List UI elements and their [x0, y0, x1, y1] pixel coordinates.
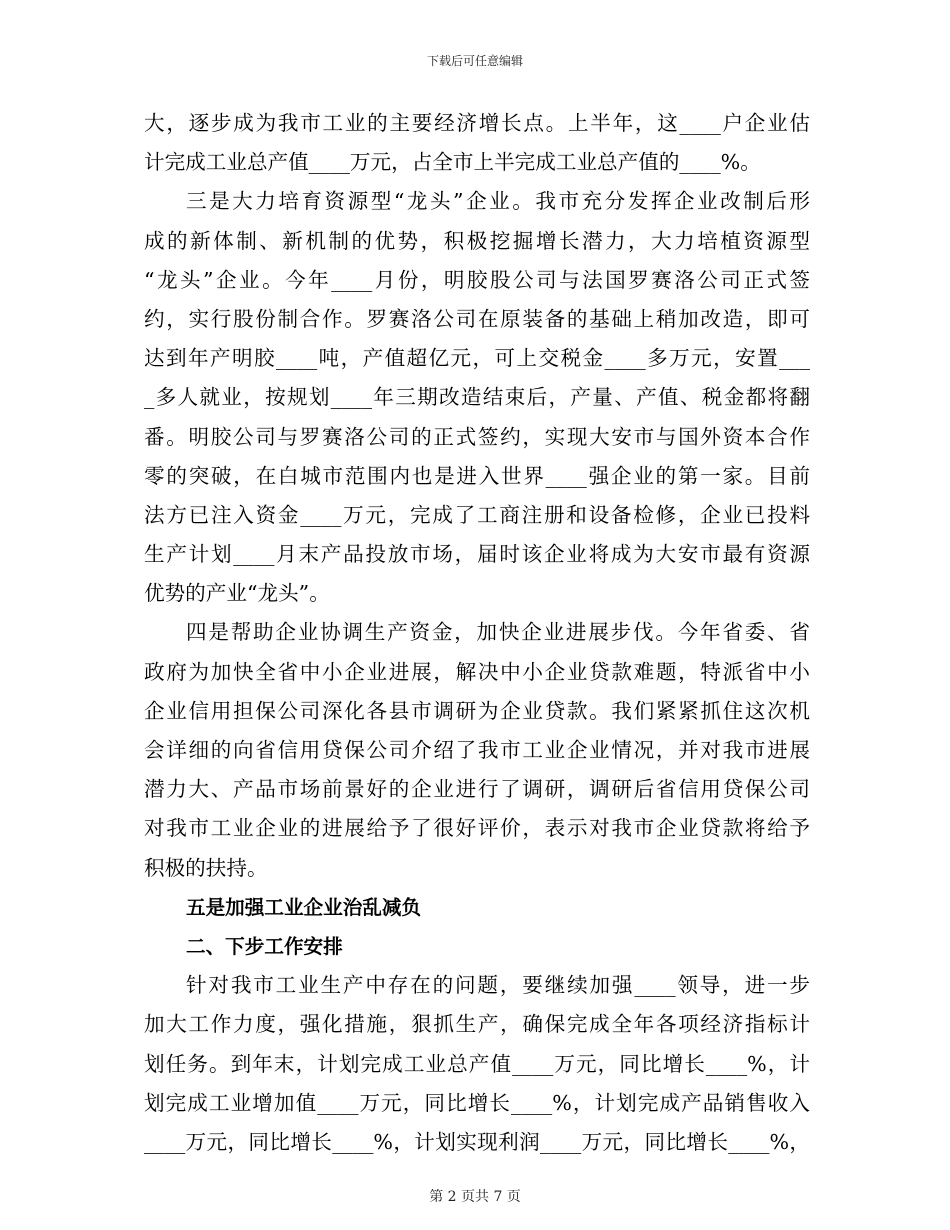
text-line: 积极的扶持。	[144, 855, 268, 880]
document-body	[144, 104, 810, 1162]
text-line: 约，实行股份制合作。罗赛洛公司在原装备的基础上稍加改造，即可	[144, 306, 810, 331]
text-line: 生产计划____月末产品投放市场，届时该企业将成为大安市最有资源	[144, 542, 810, 567]
text-line: 潜力大、产品市场前景好的企业进行了调研，调研后省信用贷保公司	[144, 777, 810, 802]
text-line: _多人就业，按规划____年三期改造结束后，产量、产值、税金都将翻	[144, 385, 810, 410]
text-line: 划任务。到年末，计划完成工业总产值____万元，同比增长____%，计	[144, 1051, 810, 1076]
text-line: 番。明胶公司与罗赛洛公司的正式签约，实现大安市与国外资本合作	[144, 424, 810, 449]
text-line: 划完成工业增加值____万元，同比增长____%，计划完成产品销售收入	[144, 1090, 810, 1115]
paragraph-start-line: 四是帮助企业协调生产资金，加快企业进展步伐。今年省委、省	[186, 620, 810, 645]
text-line: 优势的产业“龙头”。	[144, 581, 330, 606]
paragraph-start-line: 三是大力培育资源型“龙头”企业。我市充分发挥企业改制后形	[186, 189, 810, 214]
text-line: “龙头”企业。今年____月份，明胶股公司与法国罗赛洛公司正式签	[144, 267, 810, 292]
text-line: 会详细的向省信用贷保公司介绍了我市工业企业情况，并对我市进展	[144, 738, 810, 762]
text-line: 大，逐步成为我市工业的主要经济增长点。上半年，这____户企业估	[144, 111, 810, 135]
text-line: 成的新体制、新机制的优势，积极挖掘增长潜力，大力培植资源型	[144, 228, 810, 253]
section-heading: 五是加强工业企业治乱减负	[186, 895, 422, 919]
text-line: 法方已注入资金____万元，完成了工商注册和设备检修，企业已投料	[144, 502, 810, 527]
text-line: 政府为加快全省中小企业进展，解决中小企业贷款难题，特派省中小	[144, 659, 810, 684]
text-line: 零的突破，在白城市范围内也是进入世界____强企业的第一家。目前	[144, 463, 810, 488]
paragraph-start-line: 针对我市工业生产中存在的问题，要继续加强____领导，进一步	[186, 973, 810, 998]
text-line: 计完成工业总产值____万元，占全市上半完成工业总产值的____%。	[144, 150, 761, 175]
section-heading: 二、下步工作安排	[186, 934, 343, 958]
text-line: 达到年产明胶____吨，产值超亿元，可上交税金____多万元，安置___	[144, 346, 810, 371]
text-line: 加大工作力度，强化措施，狠抓生产，确保完成全年各项经济指标计	[144, 1012, 810, 1037]
page-footer: 第 2 页共 7 页	[429, 1189, 521, 1205]
text-line: 企业信用担保公司深化各县市调研为企业贷款。我们紧紧抓住这次机	[144, 698, 810, 723]
page-header: 下载后可任意编辑	[426, 54, 523, 68]
text-line: ____万元，同比增长____%，计划实现利润____万元，同比增长____%，	[144, 1129, 810, 1154]
text-line: 对我市工业企业的进展给予了很好评价，表示对我市企业贷款将给予	[144, 816, 810, 841]
